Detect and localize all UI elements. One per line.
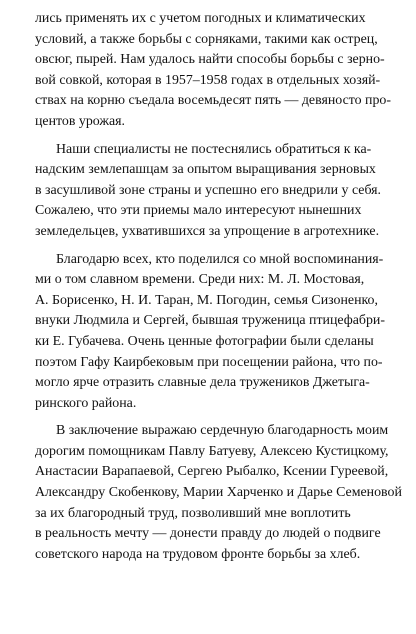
paragraph-1 xyxy=(35,9,392,133)
paragraph-line: овсюг, пырей. Нам удалось найти способы борьбы с зерно- xyxy=(35,52,385,68)
paragraph-line: ринского района. xyxy=(35,395,137,411)
paragraph-line: Александру Скобенкову, Марии Харченко и Дарье Семеновой xyxy=(35,485,402,501)
paragraph-line: надским землепашцам за опытом выращивания зерновых xyxy=(35,162,376,178)
paragraph-line: дорогим помощникам Павлу Батуеву, Алексею Кустицкому, xyxy=(35,443,389,459)
paragraph-line: советского народа на трудовом фронте борьбы за хлеб. xyxy=(35,546,361,562)
paragraph-line: Наши специалисты не постеснялись обратиться к ка- xyxy=(56,141,372,157)
paragraph-line: центов урожая. xyxy=(35,113,126,129)
document-page xyxy=(35,9,402,572)
paragraph-line: могло ярче отразить славные дела тружеников Джетыга- xyxy=(35,375,370,391)
paragraph-line: ми о том славном времени. Среди них: М. Л. Мостовая, xyxy=(35,272,365,288)
paragraph-line: внуки Людмила и Сергей, бывшая труженица птицефабри- xyxy=(35,313,385,329)
paragraph-line: условий, а также борьбы с сорняками, такими как острец, xyxy=(35,31,378,47)
paragraph-line: земледельцев, ухватившихся за упрощение в агротехнике. xyxy=(35,223,380,239)
paragraph-line: ствах на корню съедала восемьдесят пять — девяносто про- xyxy=(35,93,392,109)
paragraph-line: поэтом Гафу Каирбековым при посещении района, что по- xyxy=(35,354,383,370)
paragraph-line: лись применять их с учетом погодных и климатических xyxy=(35,11,366,26)
paragraph-line: в засушливой зоне страны и успешно его внедрили у себя. xyxy=(35,182,382,198)
paragraph-line: вой совкой, которая в 1957–1958 годах в отдельных хозяй- xyxy=(35,72,381,88)
paragraph-3 xyxy=(35,250,387,415)
paragraph-line: в реальность мечту — донести правду до людей о подвиге xyxy=(35,526,381,542)
paragraph-line: Благодарю всех, кто поделился со мной воспоминания- xyxy=(56,251,384,267)
paragraph-line: В заключение выражаю сердечную благодарность моим xyxy=(56,423,389,439)
paragraph-line: А. Борисенко, Н. И. Таран, М. Погодин, семья Сизоненко, xyxy=(35,292,378,308)
paragraph-line: Сожалею, что эти приемы мало интересуют нынешних xyxy=(35,203,362,219)
paragraph-2 xyxy=(35,140,387,243)
paragraph-4 xyxy=(35,421,402,565)
paragraph-line: за их благородный труд, позволивший мне воплотить xyxy=(35,505,351,521)
paragraph-line: ки Е. Губачева. Очень ценные фотографии были сделаны xyxy=(35,333,374,349)
paragraph-line: Анастасии Варапаевой, Сергею Рыбалко, Ксении Гуреевой, xyxy=(35,464,389,480)
